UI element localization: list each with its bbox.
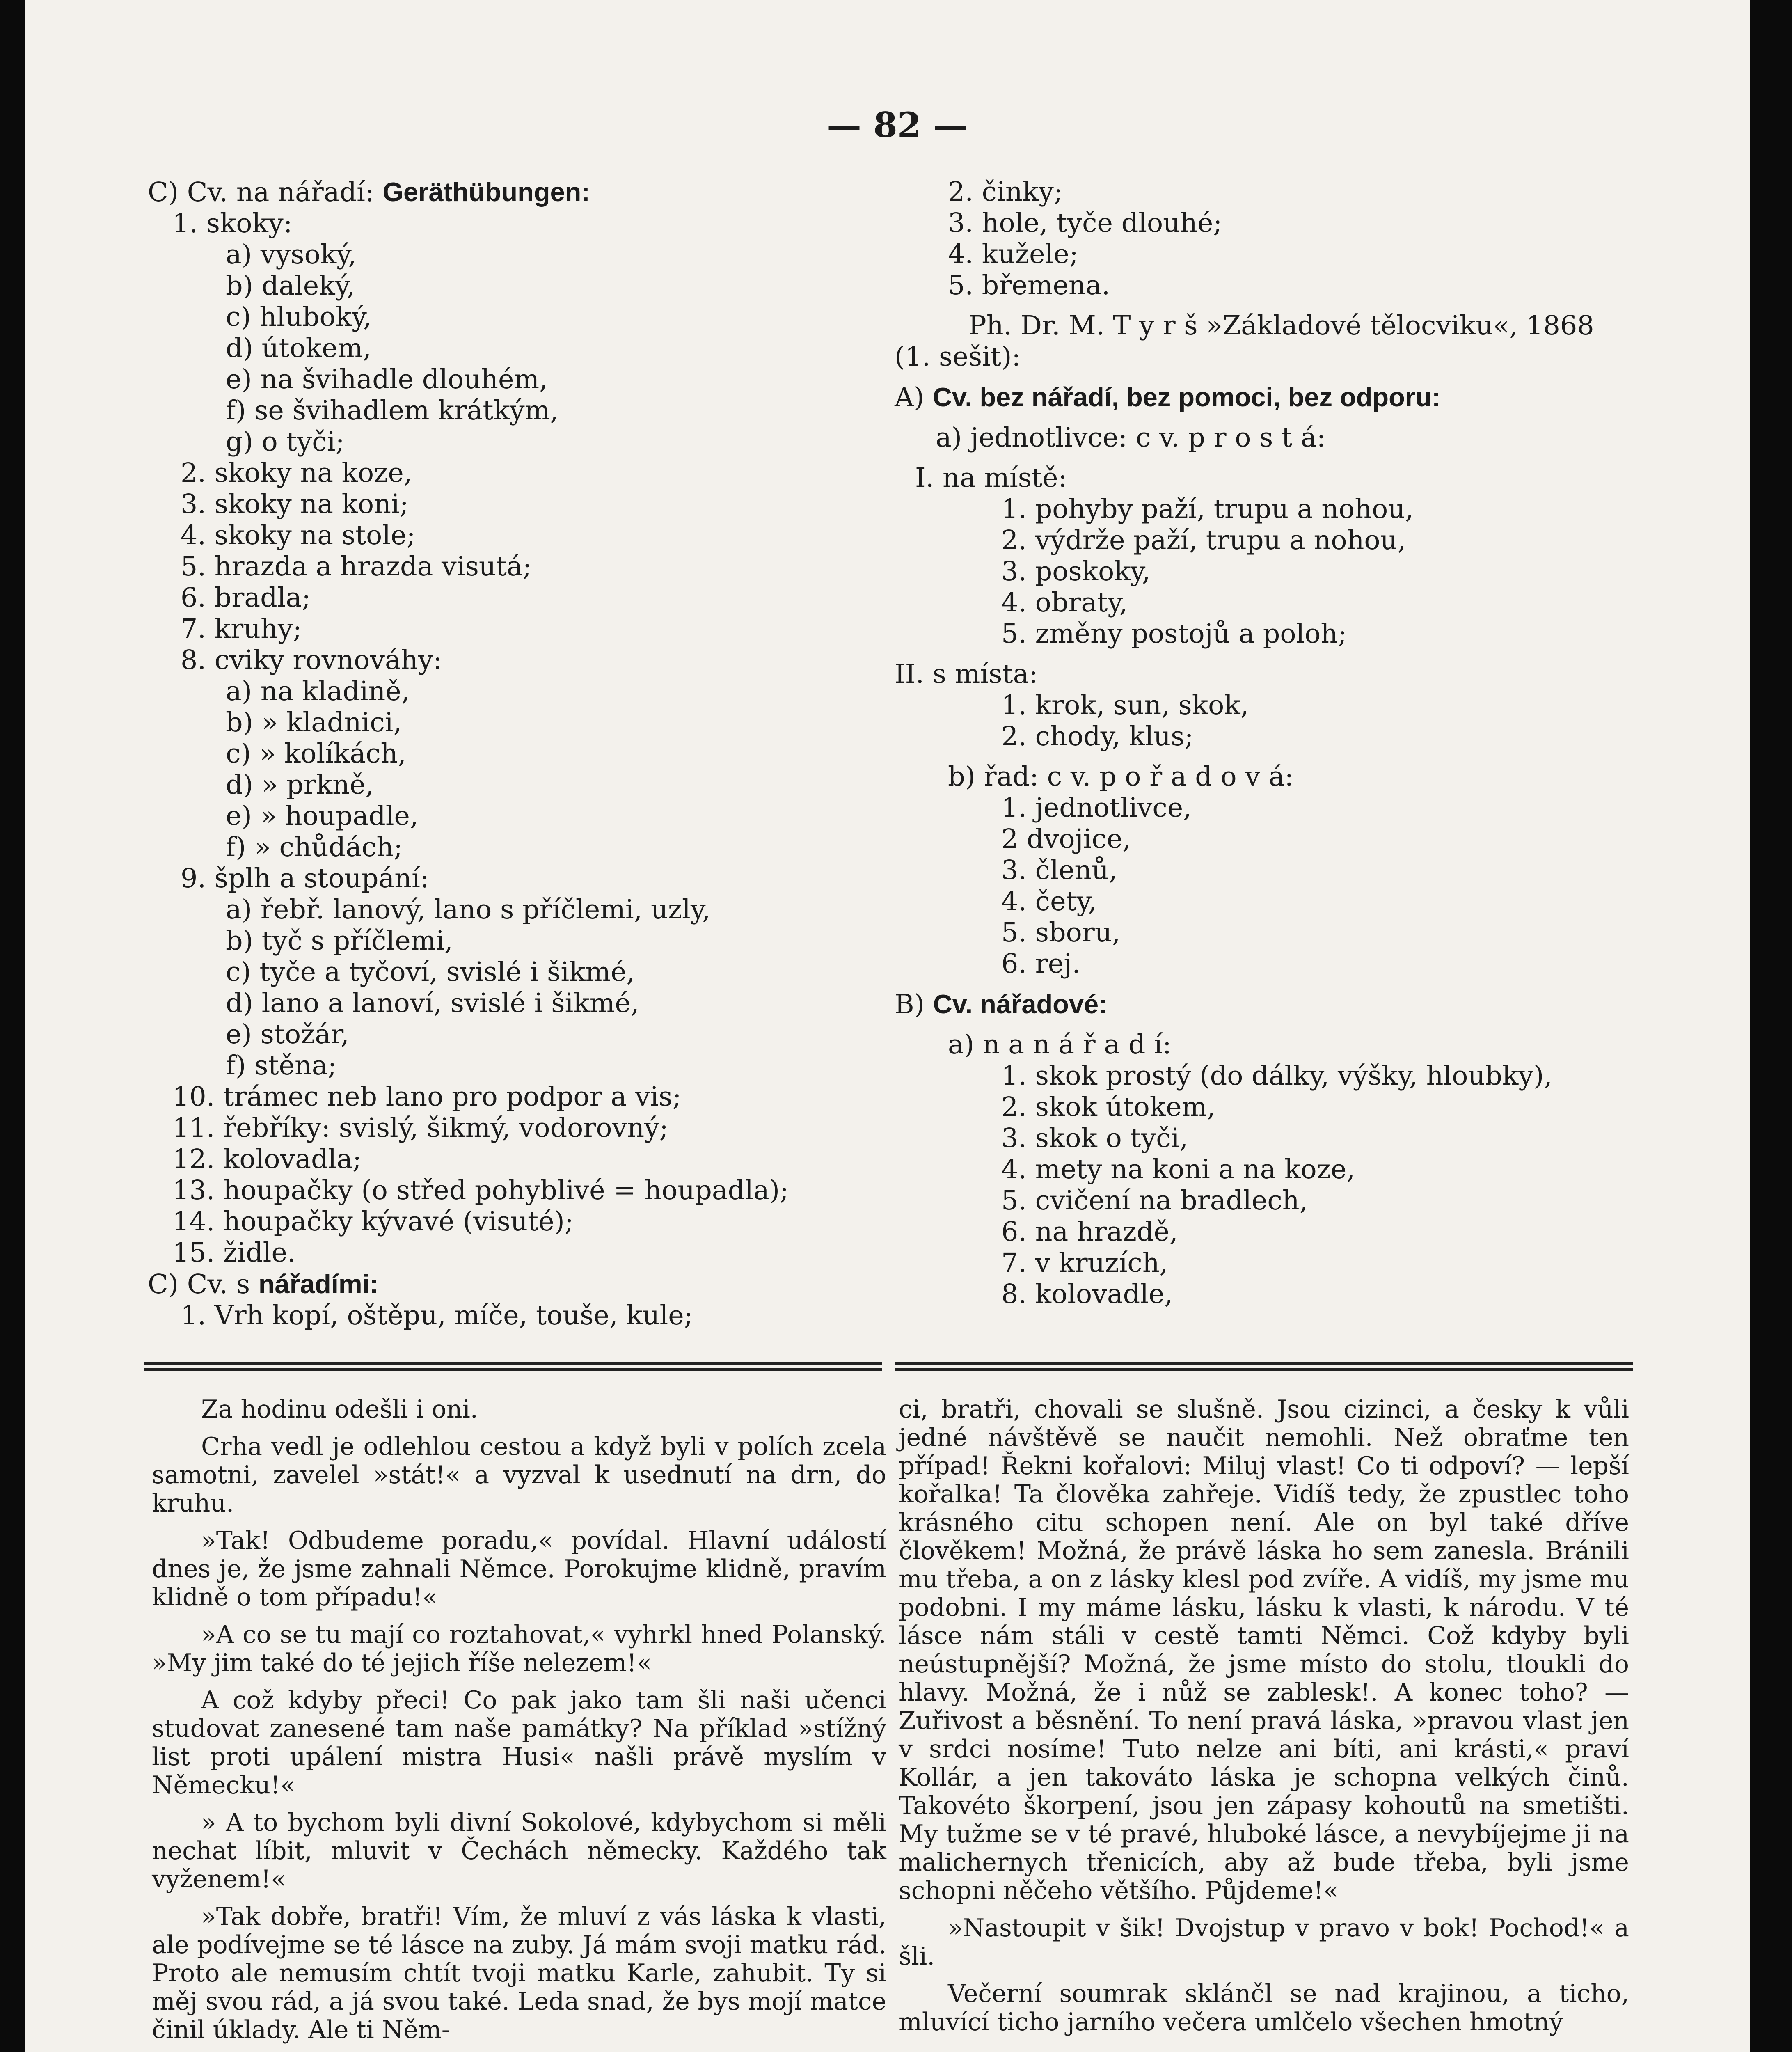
list-line-text: 5. břemena.: [948, 270, 1110, 301]
list-line: [895, 1248, 1650, 1279]
list-line-text: 7. v kruzích,: [1001, 1248, 1168, 1278]
story-paragraph: »A co se tu mají co roztahovat,« vyhrkl hned Polanský. »My jim také do té jejich říše nelezem!«: [152, 1620, 886, 1677]
list-line-text: B): [895, 989, 933, 1020]
list-line-text: 3. skok o tyči,: [1001, 1123, 1188, 1154]
story-paragraph: Za hodinu odešli i oni.: [201, 1395, 478, 1424]
story-paragraph: »Tak dobře, bratři! Vím, že mluví z vás láska k vlasti, ale podívejme se té lásce na zuby. Já mám svoji matku rád. Proto ale nemusím chtít tvoji matku Karle, zahubit. Ty si měj svou rád, a já svou také. Leda snad, že bys mojí matce činil úklady. Ale ti Něm-: [152, 1902, 886, 2044]
list-line: [148, 582, 866, 614]
list-line: [895, 239, 1650, 270]
list-line: [895, 310, 1650, 341]
list-line-text: b) tyč s příčlemi,: [226, 925, 453, 956]
list-line-text: 10. trámec neb lano pro podpor a vis;: [172, 1081, 682, 1112]
story-paragraph: »Tak! Odbudeme poradu,« povídal. Hlavní událostí dnes je, že jsme zahnali Němce. Porokujme klidně, pravím klidně o tom případu!«: [152, 1526, 886, 1612]
list-line: [895, 556, 1650, 587]
list-line: [148, 801, 866, 832]
list-line-text: e) » houpadle,: [226, 801, 419, 831]
list-line-text: 2. činky;: [948, 176, 1063, 207]
double-rule-left: [144, 1362, 882, 1371]
list-line: [895, 525, 1650, 556]
list-line: [148, 270, 866, 302]
list-line-text: 2. výdrže paží, trupu a nohou,: [1001, 525, 1406, 556]
list-line: [148, 333, 866, 364]
list-line-text: 2 dvojice,: [1001, 824, 1131, 854]
list-line-text: A): [895, 382, 933, 413]
list-line: [148, 239, 866, 270]
list-line: [148, 676, 866, 707]
list-line-bold-text: nářadími:: [258, 1269, 379, 1299]
list-line-text: 12. kolovadla;: [172, 1144, 362, 1175]
list-line: [148, 489, 866, 520]
list-line: [148, 863, 866, 894]
list-line: [895, 690, 1650, 721]
list-line-text: 8. kolovadle,: [1001, 1279, 1173, 1310]
list-line: [148, 1081, 866, 1113]
list-line: [895, 208, 1650, 239]
list-line-text: 4. obraty,: [1001, 587, 1128, 618]
list-line-text: 1. pohyby paží, trupu a nohou,: [1001, 494, 1414, 524]
list-line: [895, 792, 1650, 824]
list-line: [895, 494, 1650, 525]
list-line-text: c) hluboký,: [226, 302, 372, 332]
list-line: [895, 761, 1650, 792]
list-line: [148, 738, 866, 770]
list-line: [895, 587, 1650, 618]
list-line: [148, 1300, 866, 1331]
story-paragraph: » A to bychom byli divní Sokolové, kdybychom si měli nechat líbit, mluvit v Čechách německy. Každého tak vyženem!«: [152, 1808, 886, 1894]
list-line-text: a) na kladině,: [226, 676, 410, 707]
list-line: [148, 208, 866, 239]
list-line-text: (1. sešit):: [895, 341, 1021, 372]
double-rule-right: [895, 1362, 1633, 1371]
list-line: [895, 270, 1650, 301]
story-paragraph: ci, bratři, chovali se slušně. Jsou cizinci, a česky k vůli jedné návštěvě se naučit nemohli. Než obraťme ten případ! Řekni kořalovi: Miluj vlast! Co ti odpoví? — lepší kořalka! Ta člověka zahřeje. Vidíš tedy, že zpustlec toho krásného citu schopen není. Ale on byl také dříve člověkem! Možná, že právě láska ho sem zanesla. Bránili mu třeba, a on z lásky klesl pod zvíře. A vidíš, my jsme mu podobni. I my máme lásku, lásku k vlasti, k národu. V té lásce nám stáli v cestě tamti Němci. Což kdyby byli neústupnější? Možná, že jsme místo do stolu, tloukli do hlavy. Možná, že i nůž se zablesk!. A konec toho? — Zuřivost a běsnění. To není pravá láska, »pravou vlast jen v srdci nosíme! Tuto nelze ani bíti, ani krásti,« praví Kollár, a jen takováto láska je schopna velkých činů. Takovéto škorpení, jsou jen zápasy kohoutů na smetišti. My tužme se v té pravé, hluboké lásce, a nevybíjejme ji na malichernych třenicích, aby až bude třeba, byli jsme schopni něčeho většího. Půjdeme!«: [899, 1395, 1629, 1905]
list-line-text: g) o tyči;: [226, 426, 345, 457]
list-line-text: 1. skoky:: [172, 208, 293, 239]
list-line-text: 5. cvičení na bradlech,: [1001, 1185, 1308, 1216]
list-line: [148, 957, 866, 988]
list-line-text: d) » prkně,: [226, 770, 374, 800]
list-line: [895, 422, 1650, 453]
list-line-text: 1. krok, sun, skok,: [1001, 690, 1249, 721]
list-line-text: II. s místa:: [895, 659, 1038, 689]
list-line: [148, 614, 866, 645]
list-line-text: 3. skoky na koni;: [181, 489, 409, 520]
story-column-left: [152, 1395, 886, 2052]
list-line-text: a) vysoký,: [226, 239, 357, 270]
list-line: [148, 176, 866, 208]
list-line-bold-text: Cv. bez nářadí, bez pomoci, bez odporu:: [932, 382, 1441, 412]
list-line-text: d) útokem,: [226, 333, 371, 364]
list-line-text: 15. židle.: [172, 1237, 296, 1268]
list-line: [895, 1123, 1650, 1154]
list-line: [148, 1175, 866, 1206]
list-line: [148, 894, 866, 925]
list-line-text: 2. chody, klus;: [1001, 721, 1194, 752]
list-line: [895, 1029, 1650, 1060]
list-line: [895, 1216, 1650, 1248]
list-line: [895, 855, 1650, 886]
list-line-text: e) na švihadle dlouhém,: [226, 364, 548, 395]
list-line: [895, 463, 1650, 494]
list-line: [148, 458, 866, 489]
list-line: [895, 1279, 1650, 1310]
story-paragraph: A což kdyby přeci! Co pak jako tam šli naši učenci studovat zanesené tam naše památky? Na příklad »stížný list proti upálení mistra Husi« našli právě myslím v Německu!«: [152, 1686, 886, 1800]
list-line-text: Ph. Dr. M. T y r š »Základové tělocviku«, 1868: [968, 310, 1594, 341]
list-line-text: a) jednotlivce: c v. p r o s t á:: [936, 422, 1326, 453]
list-line-text: 1. skok prostý (do dálky, výšky, hloubky),: [1001, 1060, 1552, 1091]
list-line: [895, 824, 1650, 855]
list-line: [148, 770, 866, 801]
scanned-page: [25, 0, 1750, 2052]
exercise-list-left: [148, 176, 866, 1331]
list-line: [148, 1144, 866, 1175]
list-line: [895, 618, 1650, 650]
list-line-text: 5. hrazda a hrazda visutá;: [181, 551, 532, 582]
exercise-list-right: [895, 176, 1650, 1310]
list-line: [148, 1206, 866, 1237]
list-line-text: 1. jednotlivce,: [1001, 792, 1192, 823]
list-line-text: c) » kolíkách,: [226, 738, 407, 769]
list-line-text: c) tyče a tyčoví, svislé i šikmé,: [226, 957, 635, 987]
list-line-text: 4. skoky na stole;: [181, 520, 416, 551]
list-line: [895, 917, 1650, 948]
list-line-text: 8. cviky rovnováhy:: [181, 645, 442, 676]
list-line: [148, 520, 866, 551]
list-line: [895, 176, 1650, 208]
list-line: [895, 382, 1650, 413]
list-line: [148, 302, 866, 333]
list-line: [148, 1050, 866, 1081]
list-line-text: a) řebř. lanový, lano s příčlemi, uzly,: [226, 894, 711, 925]
list-line: [895, 989, 1650, 1020]
list-line-text: 6. bradla;: [181, 582, 311, 613]
list-line: [148, 832, 866, 863]
list-line-text: 2. skok útokem,: [1001, 1092, 1215, 1122]
list-line: [148, 364, 866, 395]
list-line-text: f) » chůdách;: [226, 832, 403, 863]
list-line-text: e) stožár,: [226, 1019, 349, 1050]
list-line-text: 13. houpačky (o střed pohyblivé = houpadla);: [172, 1175, 789, 1206]
list-line-text: 4. čety,: [1001, 886, 1097, 917]
list-line-text: 3. členů,: [1001, 855, 1117, 886]
story-paragraph: Večerní soumrak sklánčl se nad krajinou, a ticho, mluvící ticho jarního večera umlčelo všechen hmotný: [899, 1979, 1629, 2036]
list-line-text: 7. kruhy;: [181, 614, 302, 644]
list-line: [895, 948, 1650, 980]
list-line-text: 3. hole, tyče dlouhé;: [948, 208, 1222, 238]
list-line: [895, 1092, 1650, 1123]
list-line: [895, 886, 1650, 917]
list-line: [895, 659, 1650, 690]
story-paragraph: Crha vedl je odlehlou cestou a když byli v polích zcela samotni, zavelel »stát!« a vyzval k usednutí na drn, do kruhu.: [152, 1432, 886, 1518]
list-line-text: f) stěna;: [226, 1050, 337, 1081]
list-line: [148, 426, 866, 458]
list-line-text: C) Cv. s: [148, 1269, 259, 1300]
list-line-text: b) » kladnici,: [226, 707, 402, 738]
list-line-text: a) n a n á ř a d í:: [948, 1029, 1172, 1060]
list-line-text: b) řad: c v. p o ř a d o v á:: [948, 761, 1294, 792]
list-line-text: 4. mety na koni a na koze,: [1001, 1154, 1355, 1185]
list-line-text: 1. Vrh kopí, oštěpu, míče, touše, kule;: [181, 1300, 693, 1331]
list-line: [895, 1060, 1650, 1092]
list-line-text: C) Cv. na nářadí:: [148, 177, 383, 208]
list-line: [148, 1113, 866, 1144]
list-line-text: 4. kužele;: [948, 239, 1078, 270]
list-line-text: b) daleký,: [226, 270, 355, 301]
list-line: [895, 721, 1650, 752]
list-line-text: 5. změny postojů a poloh;: [1001, 618, 1347, 649]
list-line: [148, 1269, 866, 1300]
list-line-text: 5. sboru,: [1001, 917, 1121, 948]
list-line: [895, 1185, 1650, 1216]
list-line-text: I. na místě:: [915, 463, 1067, 493]
list-line: [148, 551, 866, 582]
list-line: [148, 645, 866, 676]
list-line-text: 6. na hrazdě,: [1001, 1216, 1178, 1247]
list-line-text: 6. rej.: [1001, 948, 1081, 979]
list-line: [148, 925, 866, 957]
list-line: [148, 707, 866, 738]
list-line-text: 14. houpačky kývavé (visuté);: [172, 1206, 574, 1237]
list-line: [895, 1154, 1650, 1185]
list-line-text: 2. skoky na koze,: [181, 458, 412, 488]
list-line-text: d) lano a lanoví, svislé i šikmé,: [226, 988, 639, 1019]
list-line: [148, 1019, 866, 1050]
list-line-bold-text: Geräthübungen:: [382, 177, 590, 207]
list-line-text: 9. šplh a stoupání:: [181, 863, 429, 894]
page-number: — 82 —: [827, 105, 968, 145]
list-line: [895, 341, 1650, 373]
list-line: [148, 395, 866, 426]
list-line-bold-text: Cv. nářadové:: [933, 989, 1108, 1019]
story-column-right: [899, 1395, 1629, 2045]
list-line: [148, 1237, 866, 1269]
list-line: [148, 988, 866, 1019]
list-line-text: 11. řebříky: svislý, šikmý, vodorovný;: [172, 1113, 668, 1143]
list-line-text: 3. poskoky,: [1001, 556, 1151, 587]
list-line-text: f) se švihadlem krátkým,: [226, 395, 558, 426]
story-paragraph: »Nastoupit v šik! Dvojstup v pravo v bok! Pochod!« a šli.: [899, 1914, 1629, 1971]
